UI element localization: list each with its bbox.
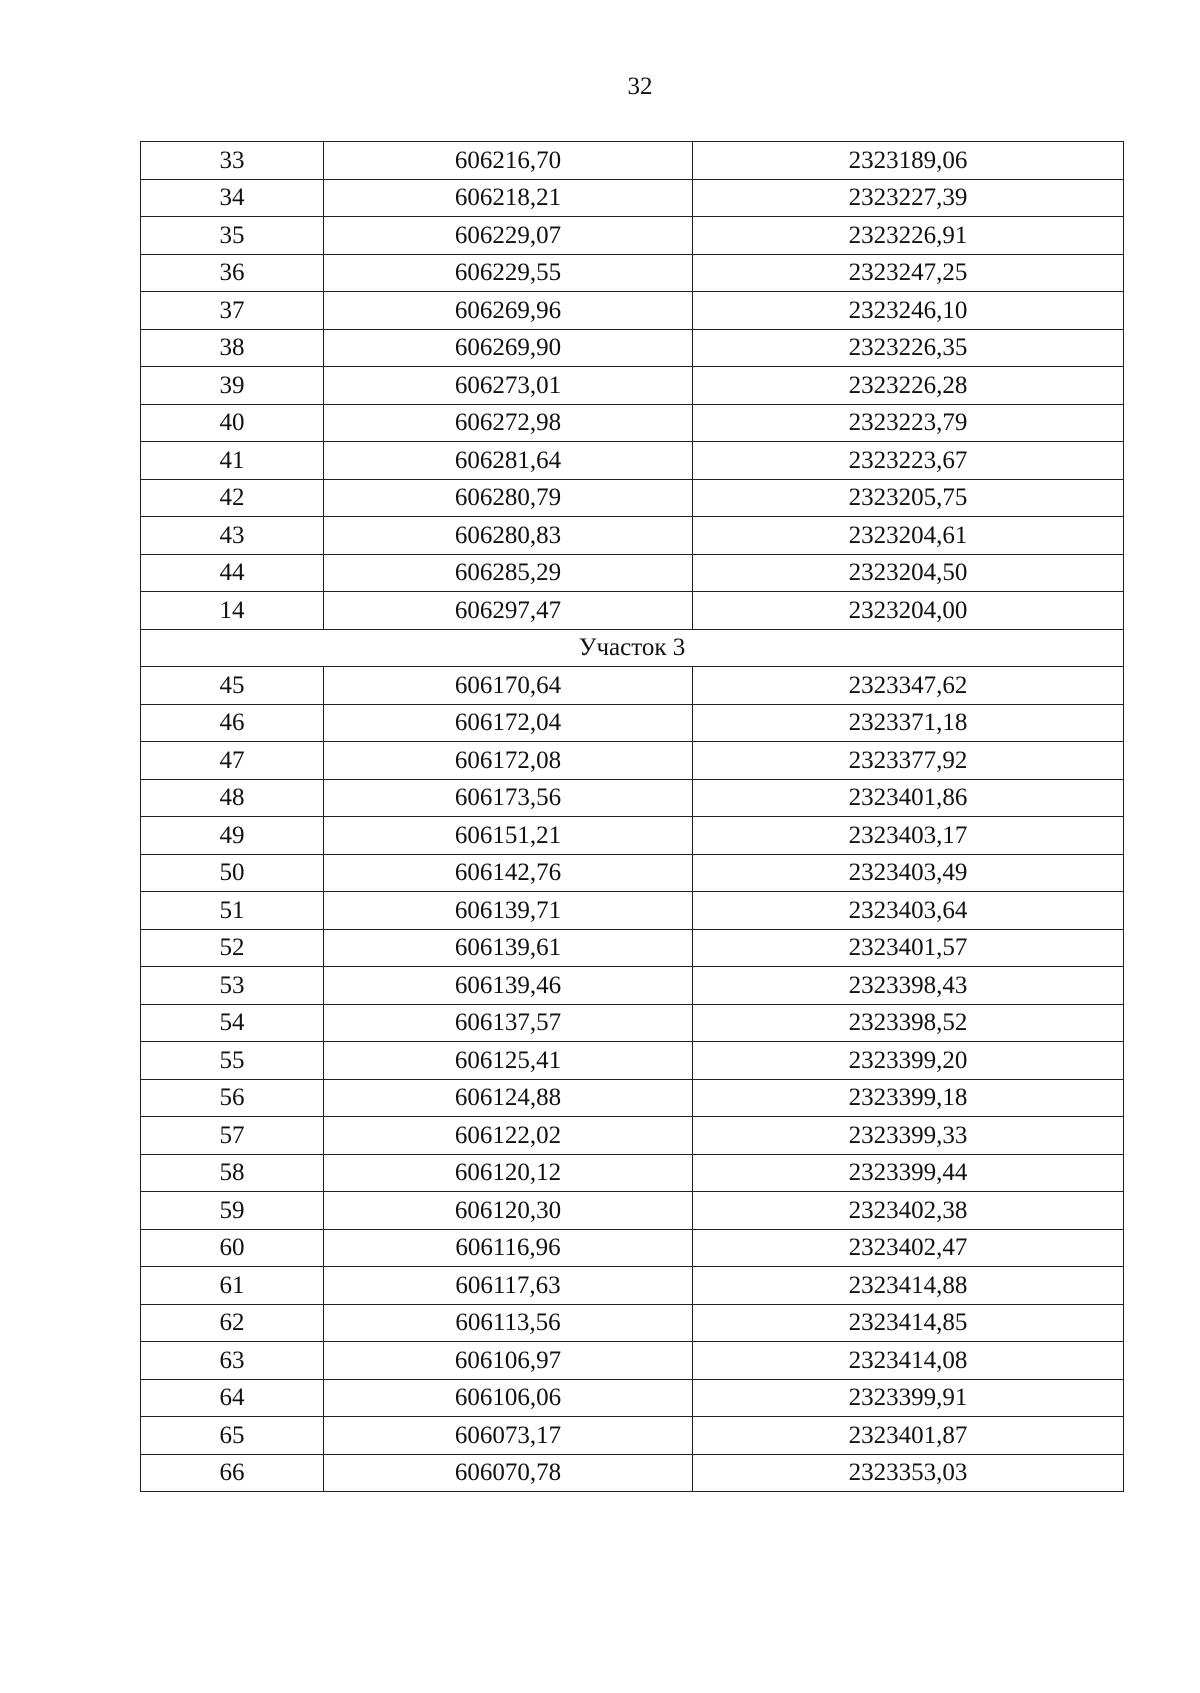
table-row (141, 479, 1124, 517)
point-number-cell: 58 (141, 1154, 324, 1192)
point-number-cell: 65 (141, 1417, 324, 1455)
table-row (141, 254, 1124, 292)
x-coordinate-cell: 606137,57 (324, 1004, 693, 1042)
point-number-cell: 41 (141, 442, 324, 480)
table-row (141, 779, 1124, 817)
table-row (141, 442, 1124, 480)
x-coordinate-cell: 606139,71 (324, 892, 693, 930)
table-row (141, 1267, 1124, 1305)
table-row (141, 1117, 1124, 1155)
y-coordinate-cell: 2323227,39 (693, 179, 1124, 217)
y-coordinate-cell: 2323399,91 (693, 1379, 1124, 1417)
x-coordinate-cell: 606120,30 (324, 1192, 693, 1230)
point-number-cell: 51 (141, 892, 324, 930)
point-number-cell: 14 (141, 592, 324, 630)
x-coordinate-cell: 606218,21 (324, 179, 693, 217)
y-coordinate-cell: 2323226,35 (693, 329, 1124, 367)
y-coordinate-cell: 2323402,47 (693, 1229, 1124, 1267)
y-coordinate-cell: 2323398,43 (693, 967, 1124, 1005)
table-row (141, 592, 1124, 630)
x-coordinate-cell: 606142,76 (324, 854, 693, 892)
y-coordinate-cell: 2323353,03 (693, 1454, 1124, 1492)
x-coordinate-cell: 606070,78 (324, 1454, 693, 1492)
point-number-cell: 63 (141, 1342, 324, 1380)
y-coordinate-cell: 2323399,20 (693, 1042, 1124, 1080)
table-row (141, 554, 1124, 592)
point-number-cell: 52 (141, 929, 324, 967)
table-row (141, 1004, 1124, 1042)
y-coordinate-cell: 2323226,28 (693, 367, 1124, 405)
y-coordinate-cell: 2323402,38 (693, 1192, 1124, 1230)
x-coordinate-cell: 606125,41 (324, 1042, 693, 1080)
point-number-cell: 55 (141, 1042, 324, 1080)
y-coordinate-cell: 2323247,25 (693, 254, 1124, 292)
x-coordinate-cell: 606280,83 (324, 517, 693, 555)
y-coordinate-cell: 2323414,88 (693, 1267, 1124, 1305)
y-coordinate-cell: 2323398,52 (693, 1004, 1124, 1042)
point-number-cell: 46 (141, 704, 324, 742)
point-number-cell: 42 (141, 479, 324, 517)
y-coordinate-cell: 2323377,92 (693, 742, 1124, 780)
table-row (141, 892, 1124, 930)
y-coordinate-cell: 2323401,57 (693, 929, 1124, 967)
point-number-cell: 53 (141, 967, 324, 1005)
y-coordinate-cell: 2323347,62 (693, 667, 1124, 705)
x-coordinate-cell: 606139,61 (324, 929, 693, 967)
y-coordinate-cell: 2323399,18 (693, 1079, 1124, 1117)
y-coordinate-cell: 2323205,75 (693, 479, 1124, 517)
coordinates-table (140, 141, 1124, 1492)
table-row (141, 1154, 1124, 1192)
y-coordinate-cell: 2323414,08 (693, 1342, 1124, 1380)
x-coordinate-cell: 606281,64 (324, 442, 693, 480)
table-row (141, 1379, 1124, 1417)
point-number-cell: 35 (141, 217, 324, 255)
table-row (141, 179, 1124, 217)
x-coordinate-cell: 606116,96 (324, 1229, 693, 1267)
y-coordinate-cell: 2323246,10 (693, 292, 1124, 330)
table-row (141, 142, 1124, 180)
y-coordinate-cell: 2323223,79 (693, 404, 1124, 442)
table-row (141, 967, 1124, 1005)
page-number: 32 (627, 73, 653, 100)
x-coordinate-cell: 606106,06 (324, 1379, 693, 1417)
x-coordinate-cell: 606216,70 (324, 142, 693, 180)
table-row (141, 1454, 1124, 1492)
point-number-cell: 39 (141, 367, 324, 405)
x-coordinate-cell: 606073,17 (324, 1417, 693, 1455)
x-coordinate-cell: 606170,64 (324, 667, 693, 705)
table-row (141, 817, 1124, 855)
y-coordinate-cell: 2323401,87 (693, 1417, 1124, 1455)
x-coordinate-cell: 606151,21 (324, 817, 693, 855)
table-row (141, 329, 1124, 367)
point-number-cell: 54 (141, 1004, 324, 1042)
x-coordinate-cell: 606273,01 (324, 367, 693, 405)
x-coordinate-cell: 606285,29 (324, 554, 693, 592)
y-coordinate-cell: 2323226,91 (693, 217, 1124, 255)
x-coordinate-cell: 606297,47 (324, 592, 693, 630)
point-number-cell: 62 (141, 1304, 324, 1342)
x-coordinate-cell: 606106,97 (324, 1342, 693, 1380)
y-coordinate-cell: 2323403,64 (693, 892, 1124, 930)
y-coordinate-cell: 2323371,18 (693, 704, 1124, 742)
point-number-cell: 59 (141, 1192, 324, 1230)
table-row (141, 1417, 1124, 1455)
x-coordinate-cell: 606122,02 (324, 1117, 693, 1155)
x-coordinate-cell: 606229,07 (324, 217, 693, 255)
x-coordinate-cell: 606139,46 (324, 967, 693, 1005)
point-number-cell: 61 (141, 1267, 324, 1305)
table-row (141, 404, 1124, 442)
table-row (141, 367, 1124, 405)
point-number-cell: 36 (141, 254, 324, 292)
x-coordinate-cell: 606272,98 (324, 404, 693, 442)
table-row (141, 1042, 1124, 1080)
table-row (141, 854, 1124, 892)
table-row (141, 217, 1124, 255)
coordinates-table-body (141, 142, 1124, 1492)
table-row (141, 292, 1124, 330)
table-row (141, 929, 1124, 967)
point-number-cell: 44 (141, 554, 324, 592)
section-title: Участок 3 (141, 629, 1124, 667)
point-number-cell: 48 (141, 779, 324, 817)
point-number-cell: 50 (141, 854, 324, 892)
point-number-cell: 45 (141, 667, 324, 705)
table-row (141, 1229, 1124, 1267)
point-number-cell: 43 (141, 517, 324, 555)
y-coordinate-cell: 2323414,85 (693, 1304, 1124, 1342)
table-row (141, 517, 1124, 555)
x-coordinate-cell: 606124,88 (324, 1079, 693, 1117)
x-coordinate-cell: 606173,56 (324, 779, 693, 817)
point-number-cell: 49 (141, 817, 324, 855)
point-number-cell: 57 (141, 1117, 324, 1155)
y-coordinate-cell: 2323403,17 (693, 817, 1124, 855)
y-coordinate-cell: 2323204,50 (693, 554, 1124, 592)
y-coordinate-cell: 2323204,61 (693, 517, 1124, 555)
table-row (141, 1304, 1124, 1342)
table-row (141, 704, 1124, 742)
x-coordinate-cell: 606269,96 (324, 292, 693, 330)
x-coordinate-cell: 606269,90 (324, 329, 693, 367)
x-coordinate-cell: 606280,79 (324, 479, 693, 517)
section-header-row (141, 629, 1124, 667)
table-row (141, 742, 1124, 780)
table-row (141, 1192, 1124, 1230)
y-coordinate-cell: 2323223,67 (693, 442, 1124, 480)
point-number-cell: 34 (141, 179, 324, 217)
y-coordinate-cell: 2323399,33 (693, 1117, 1124, 1155)
point-number-cell: 37 (141, 292, 324, 330)
point-number-cell: 40 (141, 404, 324, 442)
table-row (141, 1342, 1124, 1380)
y-coordinate-cell: 2323401,86 (693, 779, 1124, 817)
point-number-cell: 38 (141, 329, 324, 367)
point-number-cell: 66 (141, 1454, 324, 1492)
point-number-cell: 60 (141, 1229, 324, 1267)
x-coordinate-cell: 606172,08 (324, 742, 693, 780)
y-coordinate-cell: 2323399,44 (693, 1154, 1124, 1192)
table-row (141, 1079, 1124, 1117)
x-coordinate-cell: 606172,04 (324, 704, 693, 742)
x-coordinate-cell: 606113,56 (324, 1304, 693, 1342)
x-coordinate-cell: 606229,55 (324, 254, 693, 292)
point-number-cell: 33 (141, 142, 324, 180)
point-number-cell: 56 (141, 1079, 324, 1117)
x-coordinate-cell: 606120,12 (324, 1154, 693, 1192)
table-row (141, 667, 1124, 705)
y-coordinate-cell: 2323204,00 (693, 592, 1124, 630)
point-number-cell: 64 (141, 1379, 324, 1417)
x-coordinate-cell: 606117,63 (324, 1267, 693, 1305)
y-coordinate-cell: 2323189,06 (693, 142, 1124, 180)
y-coordinate-cell: 2323403,49 (693, 854, 1124, 892)
point-number-cell: 47 (141, 742, 324, 780)
